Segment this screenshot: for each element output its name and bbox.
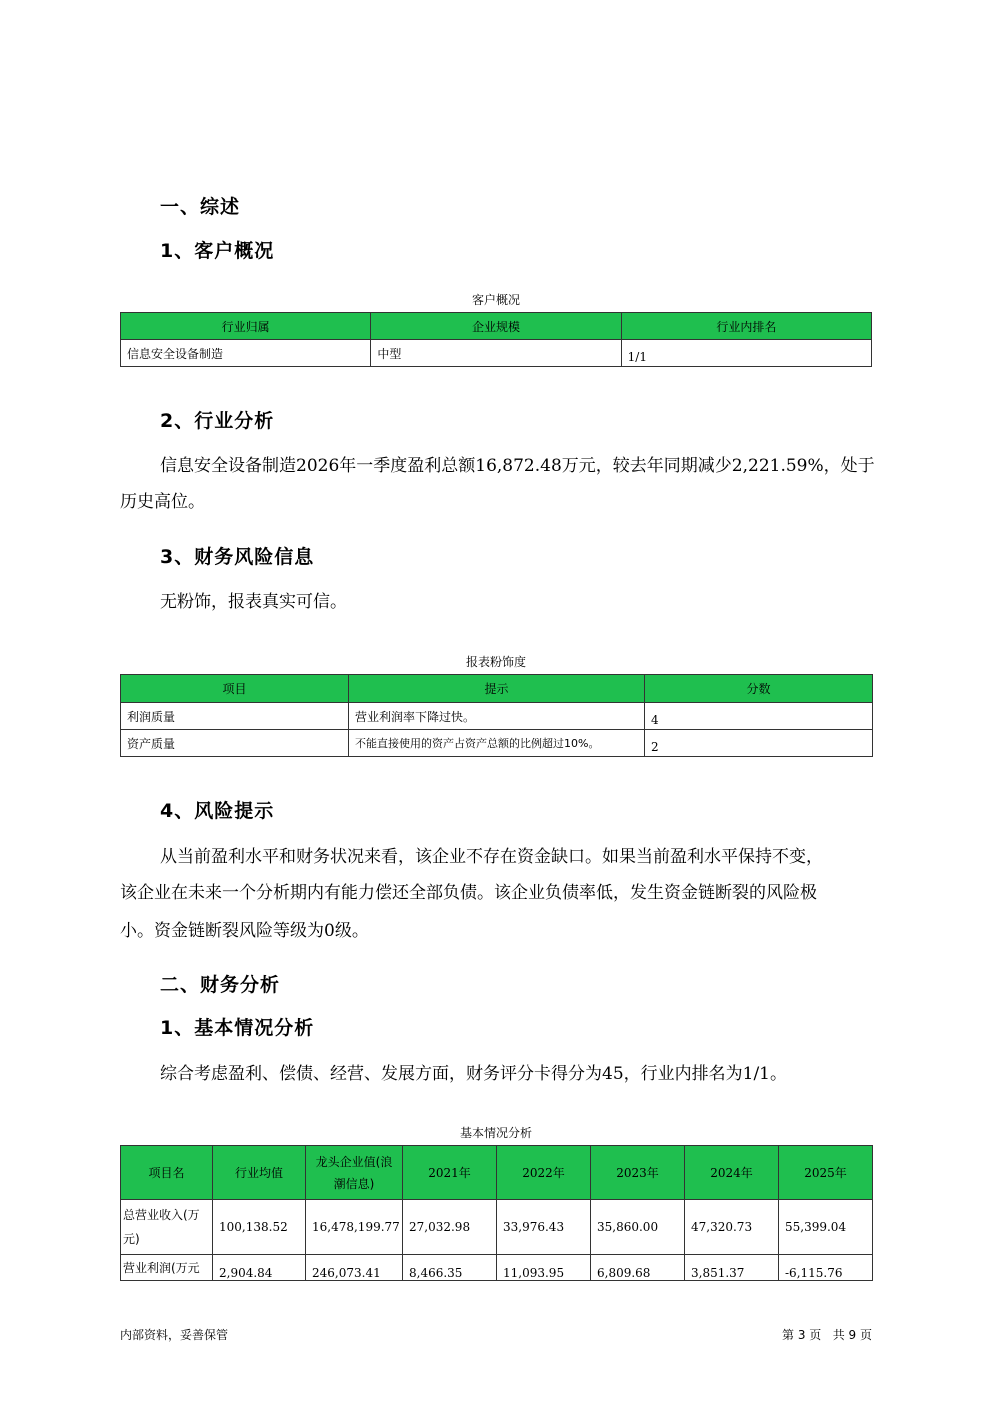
customer-cell-scale: 中型 — [371, 340, 621, 367]
customer-header-industry: 行业归属 — [121, 313, 371, 340]
table-row — [121, 730, 873, 757]
whitewash-cell-score: 2 — [645, 730, 873, 757]
footer-left: 内部资料，妥善保管 — [120, 1328, 229, 1342]
basic-header-year: 2025年 — [779, 1146, 873, 1200]
basic-header-item: 项目名 — [121, 1146, 213, 1200]
basic-cell-value: 27,032.98 — [403, 1200, 497, 1255]
section-heading-financial-risk: 3、财务风险信息 — [160, 546, 315, 568]
risk-text-line3: 小。资金链断裂风险等级为0级。 — [120, 921, 369, 941]
whitewash-cell-tip: 不能直接使用的资产占资产总额的比例超过10%。 — [349, 730, 645, 757]
basic-table — [120, 1145, 873, 1281]
whitewash-table-caption: 报表粉饰度 — [465, 655, 526, 669]
customer-table — [120, 312, 872, 367]
section-heading-basic: 1、基本情况分析 — [160, 1017, 315, 1039]
whitewash-header-tip: 提示 — [349, 675, 645, 703]
customer-table-caption: 客户概况 — [471, 293, 520, 307]
basic-cell-value: 11,093.95 — [497, 1255, 591, 1281]
basic-cell-value: 16,478,199.77 — [306, 1200, 403, 1255]
basic-cell-value: 47,320.73 — [685, 1200, 779, 1255]
table-row — [121, 1255, 873, 1281]
whitewash-table — [120, 674, 873, 757]
basic-header-year: 2024年 — [685, 1146, 779, 1200]
customer-cell-rank: 1/1 — [621, 340, 871, 367]
section-heading-finance: 二、财务分析 — [160, 974, 281, 996]
basic-cell-value: 8,466.35 — [403, 1255, 497, 1281]
section-heading-customer: 1、客户概况 — [160, 240, 275, 262]
section-heading-industry: 2、行业分析 — [160, 410, 275, 432]
table-row — [121, 703, 873, 730]
financial-risk-text: 无粉饰，报表真实可信。 — [160, 592, 347, 612]
customer-header-rank: 行业内排名 — [621, 313, 871, 340]
whitewash-cell-score: 4 — [645, 703, 873, 730]
basic-cell-item: 营业利润(万元 — [121, 1255, 213, 1281]
basic-cell-value: -6,115.76 — [779, 1255, 873, 1281]
section-heading-risk-tip: 4、风险提示 — [160, 800, 275, 822]
basic-header-avg: 行业均值 — [213, 1146, 306, 1200]
basic-cell-value: 3,851.37 — [685, 1255, 779, 1281]
basic-cell-value: 6,809.68 — [591, 1255, 685, 1281]
whitewash-cell-item: 利润质量 — [121, 703, 349, 730]
footer-page-number: 第 3 页 共 9 页 — [782, 1328, 872, 1342]
basic-cell-value: 100,138.52 — [213, 1200, 306, 1255]
table-row — [121, 1200, 873, 1255]
basic-cell-value: 246,073.41 — [306, 1255, 403, 1281]
basic-header-year: 2021年 — [403, 1146, 497, 1200]
whitewash-header-item: 项目 — [121, 675, 349, 703]
industry-text-line2: 历史高位。 — [120, 492, 205, 512]
whitewash-cell-item: 资产质量 — [121, 730, 349, 757]
industry-text-line1: 信息安全设备制造2026年一季度盈利总额16,872.48万元，较去年同期减少2,221.59%，处于 — [160, 456, 875, 476]
basic-cell-value: 33,976.43 — [497, 1200, 591, 1255]
basic-cell-value: 35,860.00 — [591, 1200, 685, 1255]
basic-header-leader: 龙头企业值(浪潮信息) — [306, 1146, 403, 1200]
basic-header-year: 2023年 — [591, 1146, 685, 1200]
risk-text-line2: 该企业在未来一个分析期内有能力偿还全部负债。该企业负债率低，发生资金链断裂的风险极 — [120, 883, 817, 903]
basic-cell-value: 55,399.04 — [779, 1200, 873, 1255]
basic-cell-value: 2,904.84 — [213, 1255, 306, 1281]
risk-text-line1: 从当前盈利水平和财务状况来看，该企业不存在资金缺口。如果当前盈利水平保持不变， — [160, 847, 823, 867]
customer-cell-industry: 信息安全设备制造 — [121, 340, 371, 367]
section-heading-overview: 一、综述 — [160, 196, 241, 218]
basic-header-year: 2022年 — [497, 1146, 591, 1200]
basic-text: 综合考虑盈利、偿债、经营、发展方面，财务评分卡得分为45，行业内排名为1/1。 — [160, 1064, 787, 1084]
basic-table-caption: 基本情况分析 — [459, 1126, 532, 1140]
table-row — [121, 340, 872, 367]
whitewash-header-score: 分数 — [645, 675, 873, 703]
whitewash-cell-tip: 营业利润率下降过快。 — [349, 703, 645, 730]
basic-cell-item: 总营业收入(万元) — [121, 1200, 213, 1255]
customer-header-scale: 企业规模 — [371, 313, 621, 340]
